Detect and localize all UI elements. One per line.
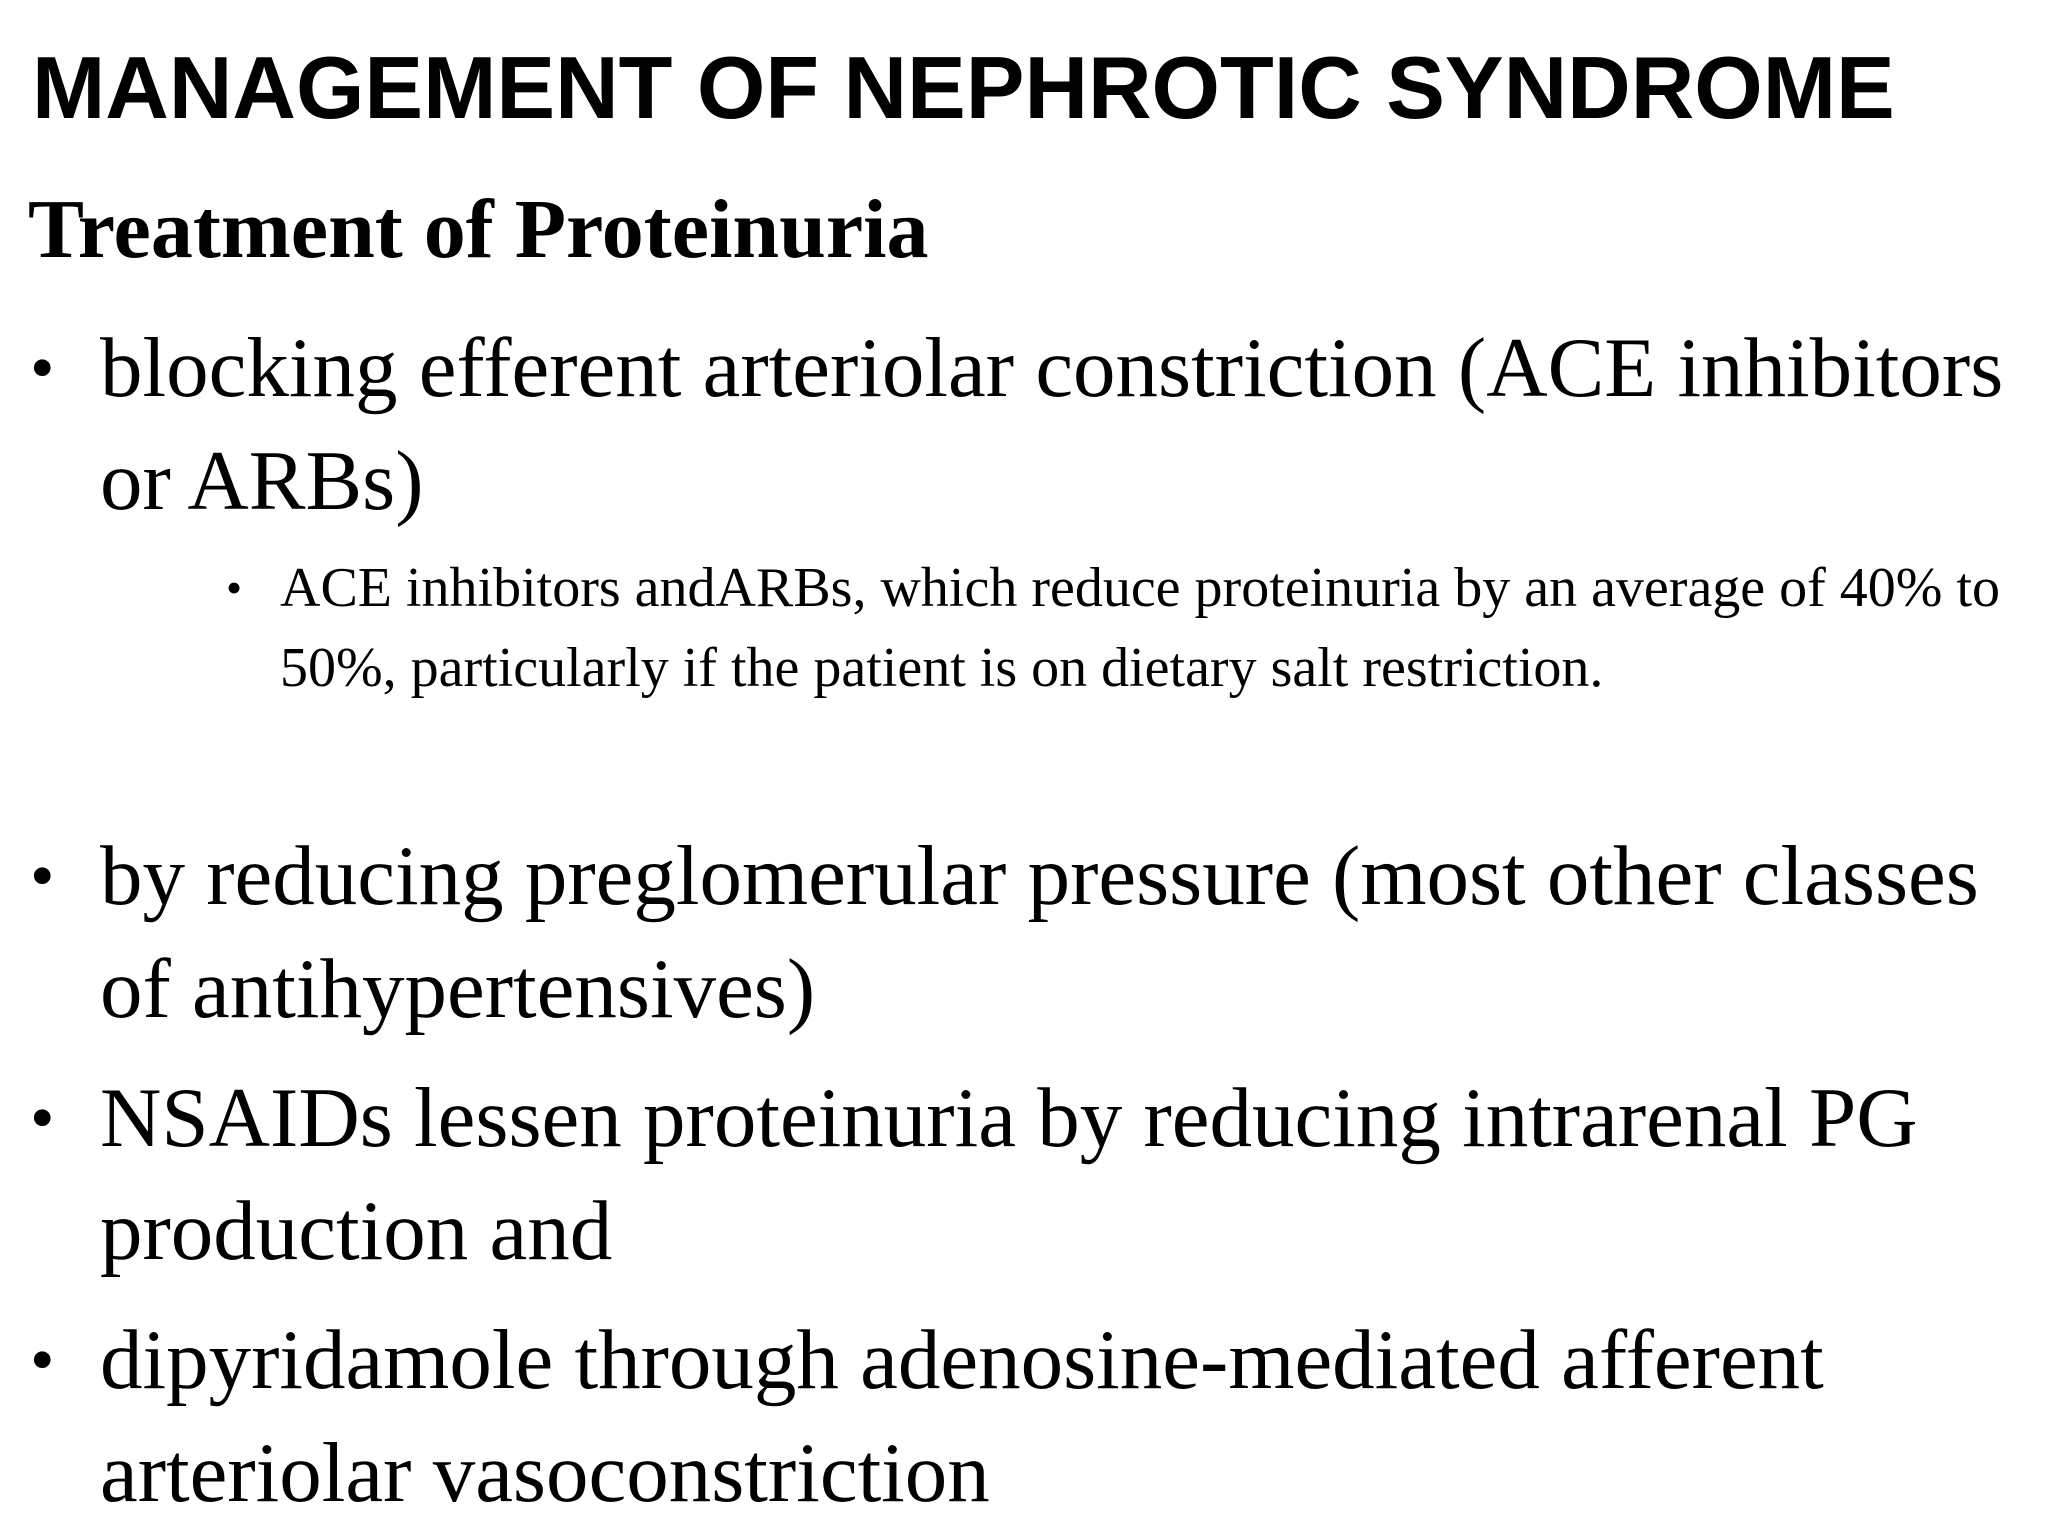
bullet-item (30, 1062, 2020, 1288)
bullet-dot: • (30, 1322, 55, 1399)
bullet-text: dipyridamole through adenosine-mediated afferent arteriolar vasoconstriction (100, 1313, 1824, 1520)
sub-bullet-dot: • (226, 562, 243, 613)
bullet-item (30, 312, 2020, 538)
bullet-dot: • (30, 330, 55, 407)
bullet-dot: • (30, 838, 55, 915)
bullet-text: by reducing preglomerular pressure (most other classes of antihypertensives) (100, 829, 1979, 1036)
slide-title: MANAGEMENT OF NEPHROTIC SYNDROME (32, 38, 1895, 137)
bullet-dot: • (30, 1080, 55, 1157)
bullet-item (30, 1304, 2020, 1530)
slide-subtitle: Treatment of Proteinuria (28, 183, 929, 276)
bullet-text: NSAIDs lessen proteinuria by reducing intrarenal PG production and (100, 1071, 1918, 1278)
bullet-text: blocking efferent arteriolar constriction (ACE inhibitors or ARBs) (100, 321, 2004, 528)
sub-bullet-text: ACE inhibitors andARBs, which reduce proteinuria by an average of 40% to 50%, particularly if the patient is on dietary salt restriction. (280, 557, 2001, 699)
bullet-item (30, 820, 2020, 1046)
sub-bullet-item (226, 548, 2026, 708)
